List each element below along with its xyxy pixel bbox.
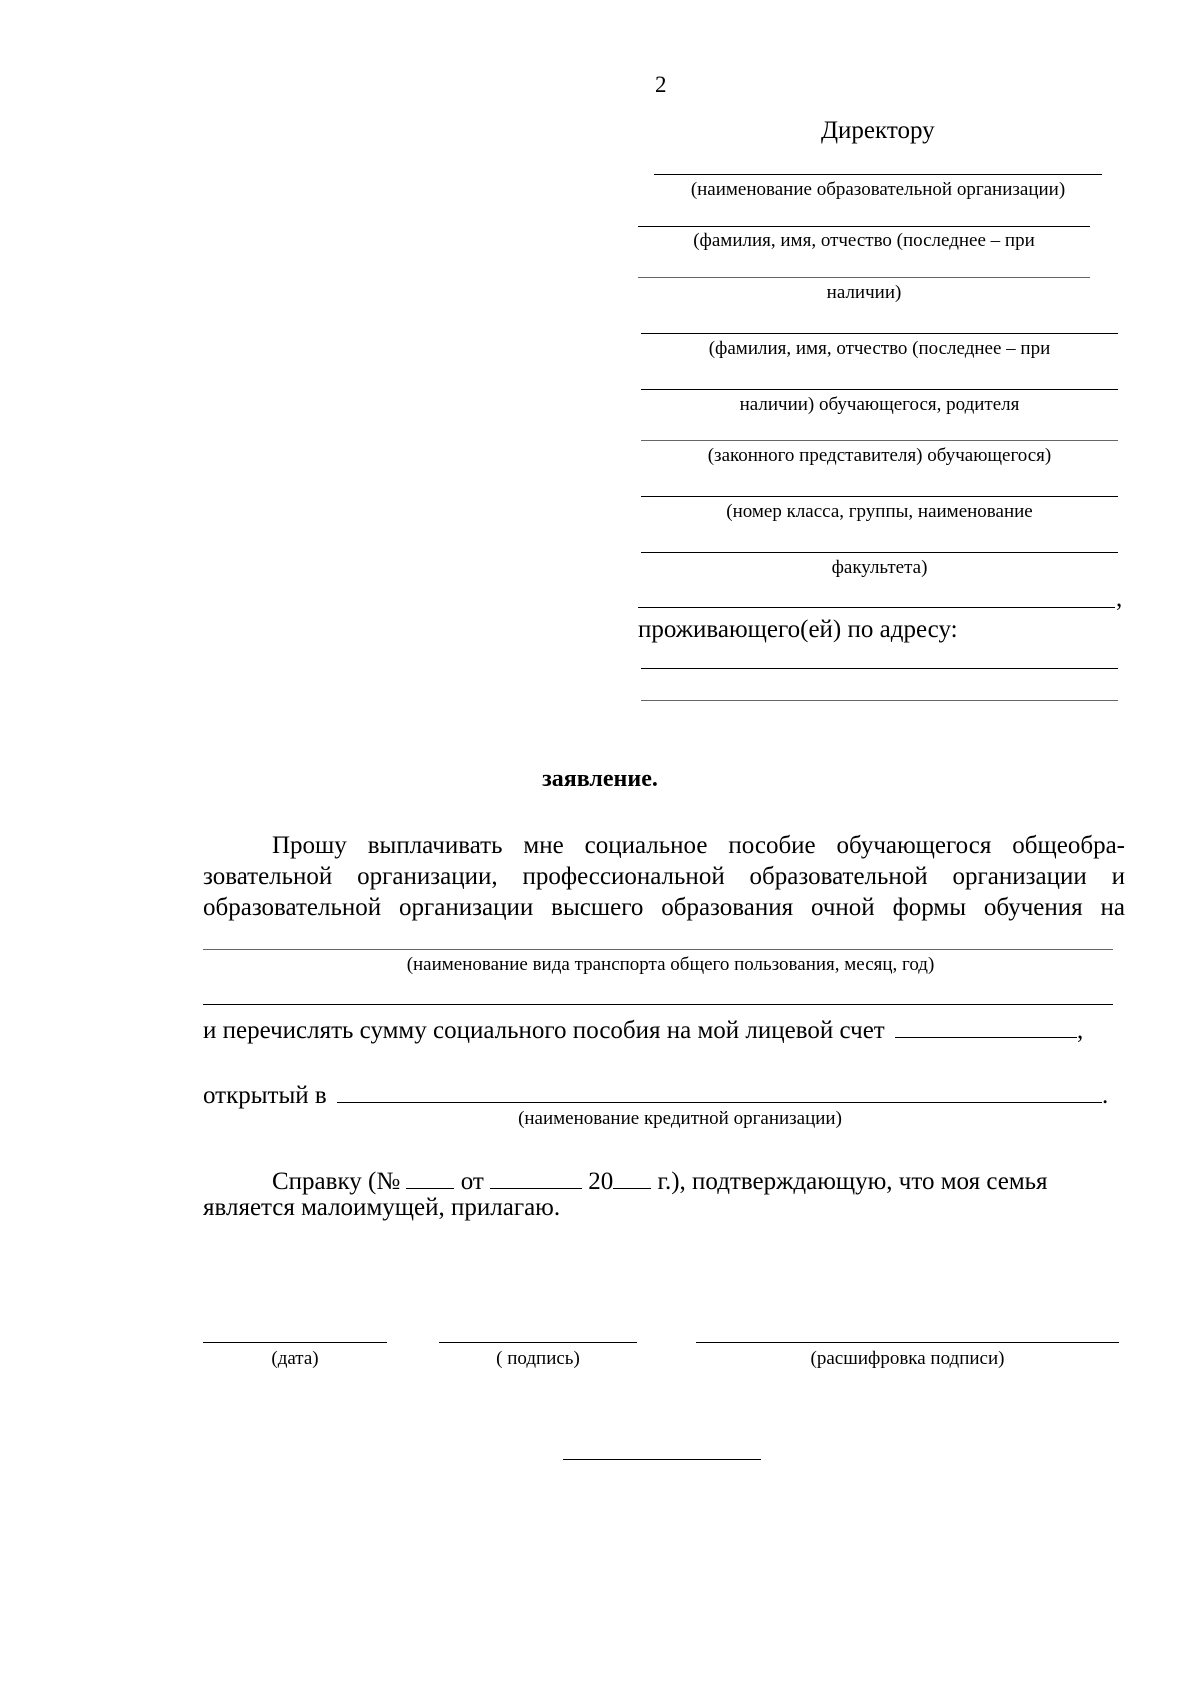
org-name-line	[654, 174, 1102, 175]
signature-decode-line	[696, 1342, 1119, 1343]
bank-name-field	[337, 1077, 1102, 1103]
date-line	[203, 1342, 387, 1343]
account-comma: ,	[1076, 1017, 1084, 1044]
org-name-caption: (наименование образовательной организации)	[690, 179, 1066, 200]
opened-in-label: открытый в	[203, 1082, 327, 1109]
cert-date-field	[490, 1163, 582, 1189]
cert-number-field	[406, 1163, 454, 1189]
student-fio-line-3	[641, 440, 1118, 441]
fio-line-2	[638, 277, 1090, 278]
signature-line	[439, 1342, 637, 1343]
cert-suffix: г.), подтверждающую, что моя семья	[657, 1168, 1048, 1195]
signature-decode-caption: (расшифровка подписи)	[810, 1348, 1005, 1369]
addressee-title: Директору	[821, 117, 935, 144]
cert-year: 20	[588, 1168, 614, 1195]
class-line-2	[641, 552, 1118, 553]
transport-line	[203, 949, 1113, 950]
student-fio-line	[641, 333, 1118, 334]
transport-caption: (наименование вида транспорта общего пользования, месяц, год)	[406, 954, 935, 975]
account-label: и перечислять сумму социального пособия на мой лицевой счет	[203, 1017, 885, 1044]
certificate-text	[272, 1163, 1048, 1196]
cert-prefix: Справку (№	[272, 1168, 401, 1195]
date-caption: (дата)	[271, 1348, 319, 1369]
address-line-2	[641, 700, 1118, 701]
residence-comma: ,	[1116, 585, 1123, 612]
opened-period: .	[1101, 1082, 1109, 1109]
closing-separator	[563, 1459, 761, 1460]
account-number-field	[895, 1012, 1077, 1038]
signature-caption: ( подпись)	[496, 1348, 580, 1369]
address-line-1	[641, 668, 1118, 669]
fio-caption-1: (фамилия, имя, отчество (последнее – при	[693, 230, 1035, 251]
residence-line	[638, 607, 1115, 608]
student-fio-line-2	[641, 389, 1118, 390]
class-caption-2: факультета)	[831, 557, 928, 578]
request-line-1: Прошу выплачивать мне социальное пособие обучающегося общеобра-	[272, 832, 1125, 859]
student-caption-2: наличии) обучающегося, родителя	[739, 394, 1020, 415]
request-line-3: образовательной организации высшего образования очной формы обучения на	[203, 894, 1125, 921]
class-caption-1: (номер класса, группы, наименование	[726, 501, 1033, 522]
student-caption-1: (фамилия, имя, отчество (последнее – при	[708, 338, 1051, 359]
bank-caption: (наименование кредитной организации)	[518, 1108, 842, 1129]
account-text	[203, 1012, 1083, 1045]
page-number: 2	[655, 72, 667, 97]
student-caption-3: (законного представителя) обучающегося)	[707, 445, 1052, 466]
cert-from: от	[460, 1168, 484, 1195]
fio-line	[638, 226, 1090, 227]
transport-line-2	[203, 1004, 1113, 1005]
request-line-2: зовательной организации, профессиональной образовательной организации и	[203, 863, 1125, 890]
residing-label: проживающего(ей) по адресу:	[638, 616, 958, 643]
class-line	[641, 496, 1118, 497]
certificate-line-2: является малоимущей, прилагаю.	[203, 1194, 561, 1221]
statement-title: заявление.	[542, 766, 658, 792]
fio-caption-2: наличии)	[826, 282, 902, 303]
cert-year-field	[613, 1163, 651, 1189]
opened-in-text	[203, 1077, 1108, 1110]
